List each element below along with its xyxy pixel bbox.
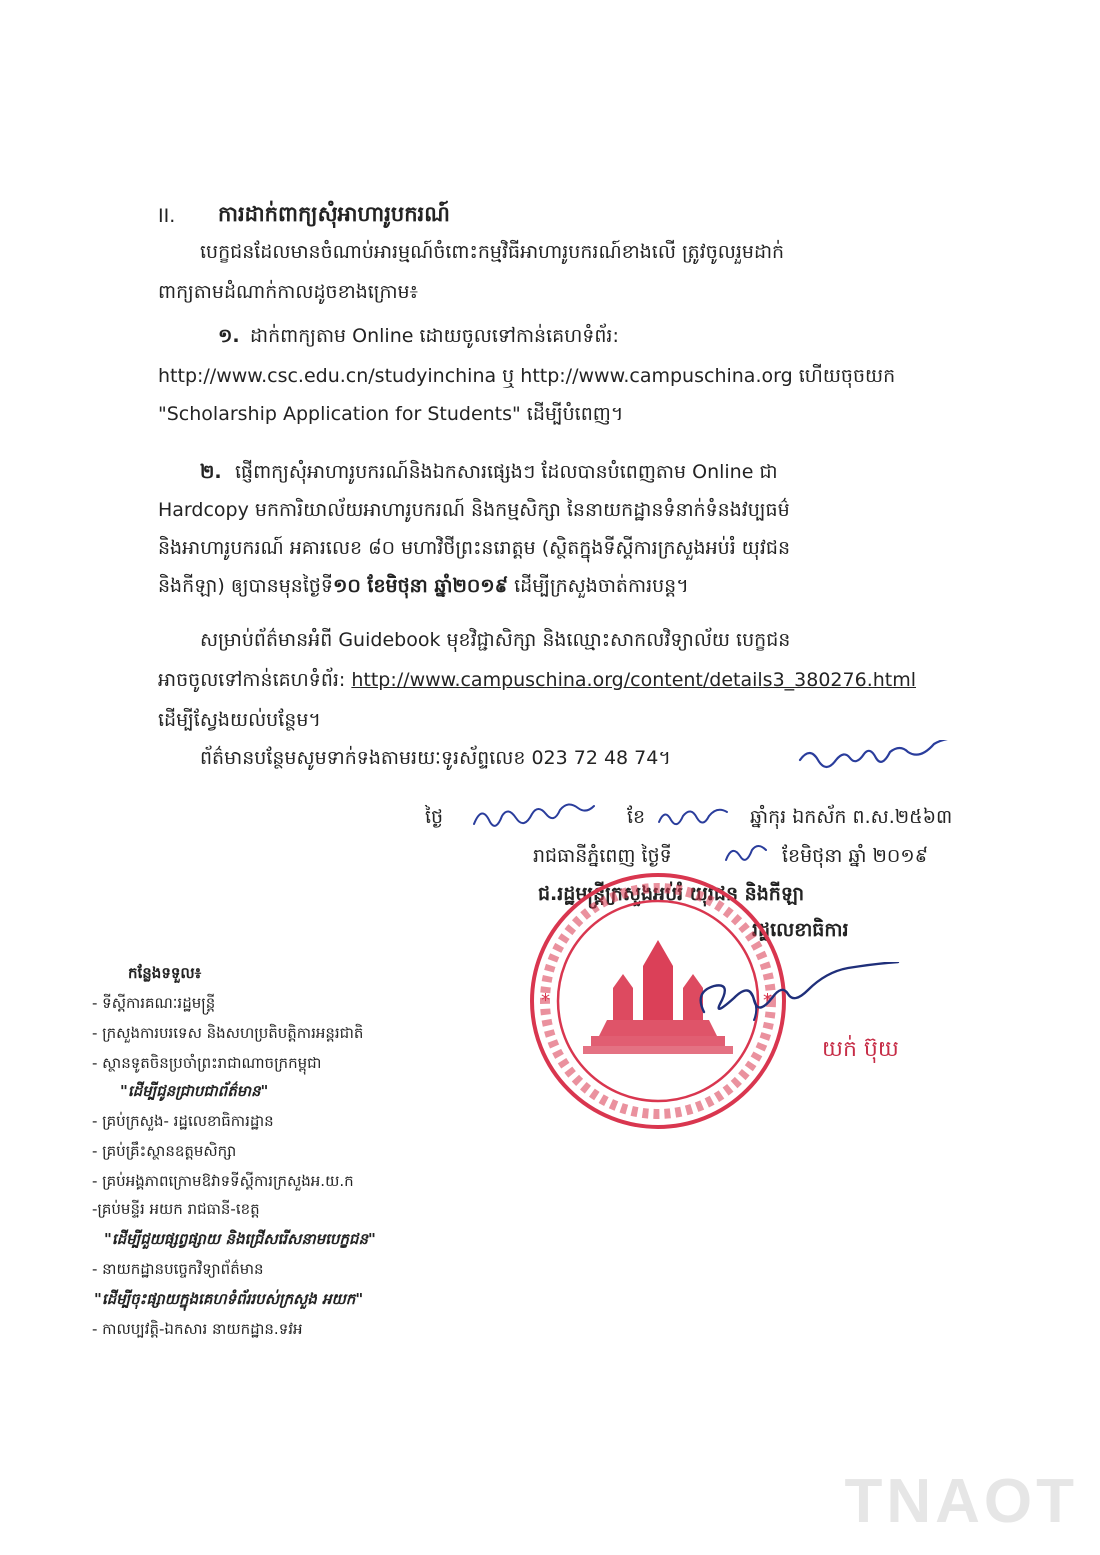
deadline-date: ១០ ខែមិថុនា ឆ្នាំ២០១៩ (332, 575, 509, 597)
initials-scribble (796, 740, 956, 772)
watermark: TNAOT (844, 1467, 1078, 1536)
cc-item: - ស្ថានទូតចិនប្រចាំព្រះរាជាណាចក្រកម្ពុជា (92, 1054, 322, 1072)
svg-text:*: * (763, 990, 772, 1011)
step-2-line-3: និងអាហារូបករណ៍ អគារលេខ ៨០ មហាវិថីព្រះនរោត្តម (ស្ថិតក្នុងទីស្តីការក្រសួងអប់រំ យុវជន (158, 537, 791, 559)
info-line-2-pre: អាចចូលទៅកាន់គេហទំព័រ: (158, 669, 352, 691)
step-1-line-1: ដាក់ពាក្យតាម Online ដោយចូលទៅកាន់គេហទំព័រ: (250, 325, 619, 347)
step-1-line-2: http://www.csc.edu.cn/studyinchina ឬ http://www.campuschina.org ហើយចុចយក (158, 365, 896, 387)
info-line-2 (158, 666, 916, 694)
signatory-title-1: ជ.រដ្ឋមន្ត្រីក្រសួងអប់រំ យុវជន និងកីឡា (538, 883, 805, 905)
step-2-line-4-pre: និងកីឡា) ឲ្យបានមុនថ្ងៃទី (158, 575, 333, 597)
step-2-line-4-post: ដើម្បីក្រសួងចាត់ការបន្ត។ (508, 575, 689, 597)
step-2-line-1: ផ្ញើពាក្យសុំអាហារូបករណ៍និងឯកសារផ្សេងៗ ដែលបានបំពេញតាម Online ជា (235, 461, 778, 483)
lunar-month-prefix: ខែ (627, 806, 646, 828)
section-heading: ការដាក់ពាក្យសុំអាហារូបករណ៍ (218, 202, 450, 226)
info-line-1: សម្រាប់ព័ត៌មានអំពី Guidebook មុខវិជ្ជាសិក្សា និងឈ្មោះសាកលវិទ្យាល័យ បេក្ខជន (200, 629, 791, 651)
cc-item: - ទីស្តីការគណៈរដ្ឋមន្ត្រី (92, 994, 216, 1012)
lunar-date-prefix: ថ្ងៃ (425, 806, 444, 828)
handwritten-solar-day (722, 838, 770, 872)
step-2-number: ២. (200, 461, 222, 483)
lunar-year: ឆ្នាំកុរ ឯកស័ក ព.ស.២៥៦៣ (750, 806, 953, 828)
signatory-name: យក់ ប៊ុយ (822, 1037, 899, 1062)
cc-item: - ក្រសួងការបរទេស និងសហប្រតិបត្តិការអន្តរជាតិ (92, 1024, 364, 1042)
guidebook-link[interactable]: http://www.campuschina.org/content/details3_380276.html (351, 669, 917, 691)
signatory-title-2: រដ្ឋលេខាធិការ (752, 919, 849, 941)
step-1-line-3: "Scholarship Application for Students" ដើម្បីបំពេញ។ (158, 403, 624, 425)
cc-item: - គ្រប់គ្រឹះស្ថានឧត្តមសិក្សា (92, 1142, 237, 1160)
cc-note: "ដើម្បីជូនជ្រាបជាព័ត៌មាន" (120, 1082, 269, 1100)
intro-line-1: បេក្ខជនដែលមានចំណាប់អារម្មណ៍ចំពោះកម្មវិធីអាហារូបករណ៍ខាងលើ ត្រូវចូលរួមដាក់ (200, 241, 785, 263)
intro-line-2: ពាក្យតាមដំណាក់កាលដូចខាងក្រោម៖ (158, 281, 418, 303)
solar-date-suffix: ខែមិថុនា ឆ្នាំ ២០១៩ (782, 845, 929, 867)
cc-item: - កាលប្បវត្តិ-ឯកសារ នាយកដ្ឋាន.ទវអ (92, 1320, 303, 1338)
cc-note: "ដើម្បីចុះផ្សាយក្នុងគេហទំព័ររបស់ក្រសួង អយក" (94, 1290, 364, 1308)
cc-item: - គ្រប់អង្គភាពក្រោមឱវាទទីស្តីការក្រសួងអ.យ.ក (92, 1172, 354, 1190)
cc-note: "ដើម្បីជួយផ្សព្វផ្សាយ និងជ្រើសរើសនាមបេក្ខជន" (104, 1230, 376, 1248)
handwritten-lunar-day (470, 800, 600, 834)
step-1-number: ១. (218, 325, 240, 347)
cc-item: - គ្រប់ក្រសួង- រដ្ឋលេខាធិការដ្ឋាន (92, 1112, 274, 1130)
solar-date-prefix: រាជធានីភ្នំពេញ ថ្ងៃទី (533, 845, 672, 867)
handwritten-lunar-month (655, 800, 735, 834)
svg-text:*: * (541, 990, 550, 1011)
contact-line: ព័ត៌មានបន្ថែមសូមទាក់ទងតាមរយៈទូរស័ព្ទលេខ 023 72 48 74។ (200, 747, 671, 769)
info-line-3: ដើម្បីស្វែងយល់បន្ថែម។ (158, 709, 321, 731)
cc-item: -គ្រប់មន្ទីរ អយក រាជធានី-ខេត្ត (92, 1200, 260, 1218)
section-numeral: II. (158, 205, 176, 227)
handwritten-signature (690, 962, 910, 1032)
cc-item: - នាយកដ្ឋានបច្ចេកវិទ្យាព័ត៌មាន (92, 1260, 264, 1278)
step-2-line-2: Hardcopy មកការិយាល័យអាហារូបករណ៍ និងកម្មសិក្សា នៃនាយកដ្ឋានទំនាក់ទំនងវប្បធម៌ (158, 499, 790, 521)
cc-heading: កន្លែងទទួល៖ (128, 964, 202, 982)
step-2-line-4 (158, 572, 689, 600)
